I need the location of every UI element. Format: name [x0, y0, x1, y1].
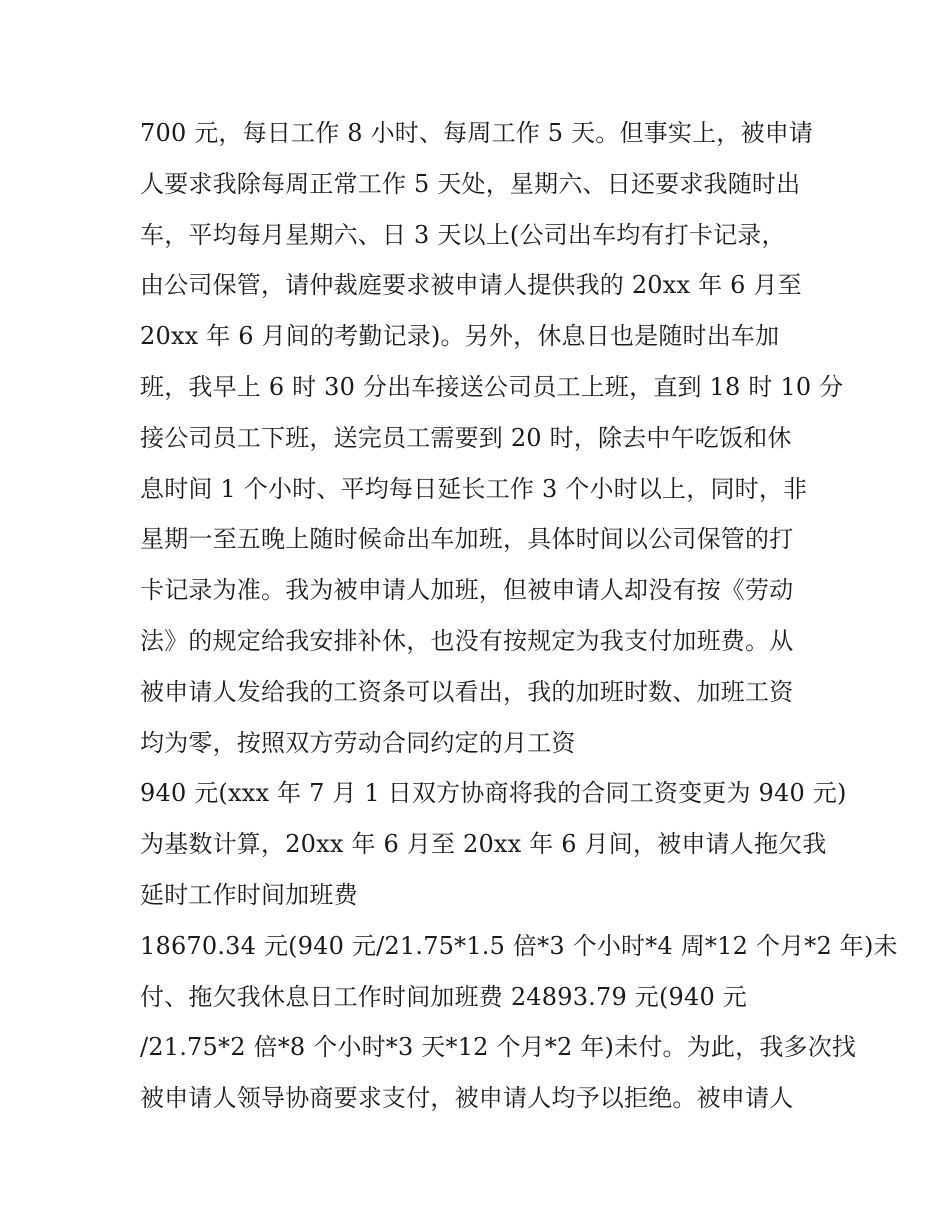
text-line: 700 元，每日工作 8 小时、每周工作 5 天。但事实上，被申请	[140, 119, 814, 147]
text-line: 延时工作时间加班费	[140, 880, 358, 909]
text-line: 被申请人发给我的工资条可以看出，我的加班时数、加班工资	[140, 677, 794, 706]
text-line: 940 元(xxx 年 7 月 1 日双方协商将我的合同工资变更为 940 元)	[140, 779, 847, 808]
text-line: 息时间 1 个小时、平均每日延长工作 3 个小时以上，同时，非	[140, 474, 808, 503]
text-line: 接公司员工下班，送完员工需要到 20 时，除去中午吃饭和休	[140, 423, 792, 452]
text-line: 人要求我除每周正常工作 5 天处，星期六、日还要求我随时出	[140, 169, 801, 198]
text-line: 星期一至五晚上随时候命出车加班，具体时间以公司保管的打	[140, 525, 794, 554]
text-line: 付、拖欠我休息日工作时间加班费 24893.79 元(940 元	[140, 982, 747, 1011]
text-line: 20xx 年 6 月间的考勤记录)。另外，休息日也是随时出车加	[140, 322, 780, 351]
text-line: 被申请人领导协商要求支付，被申请人均予以拒绝。被申请人	[140, 1084, 794, 1113]
text-line: 由公司保管，请仲裁庭要求被申请人提供我的 20xx 年 6 月至	[140, 271, 802, 300]
text-line: 车，平均每月星期六、日 3 天以上(公司出车均有打卡记录，	[140, 220, 786, 249]
text-line: 法》的规定给我安排补休，也没有按规定为我支付加班费。从	[140, 626, 794, 655]
text-line: 18670.34 元(940 元/21.75*1.5 倍*3 个小时*4 周*12 个月*2 年)未	[140, 931, 898, 960]
text-line: /21.75*2 倍*8 个小时*3 天*12 个月*2 年)未付。为此，我多次找	[140, 1033, 857, 1062]
text-line: 卡记录为准。我为被申请人加班，但被申请人却没有按《劳动	[140, 576, 794, 605]
body-text	[140, 108, 898, 1124]
text-line: 班，我早上 6 时 30 分出车接送公司员工上班，直到 18 时 10 分	[140, 372, 844, 401]
text-line: 为基数计算，20xx 年 6 月至 20xx 年 6 月间，被申请人拖欠我	[140, 830, 827, 859]
text-line: 均为零，按照双方劳动合同约定的月工资	[140, 728, 576, 757]
